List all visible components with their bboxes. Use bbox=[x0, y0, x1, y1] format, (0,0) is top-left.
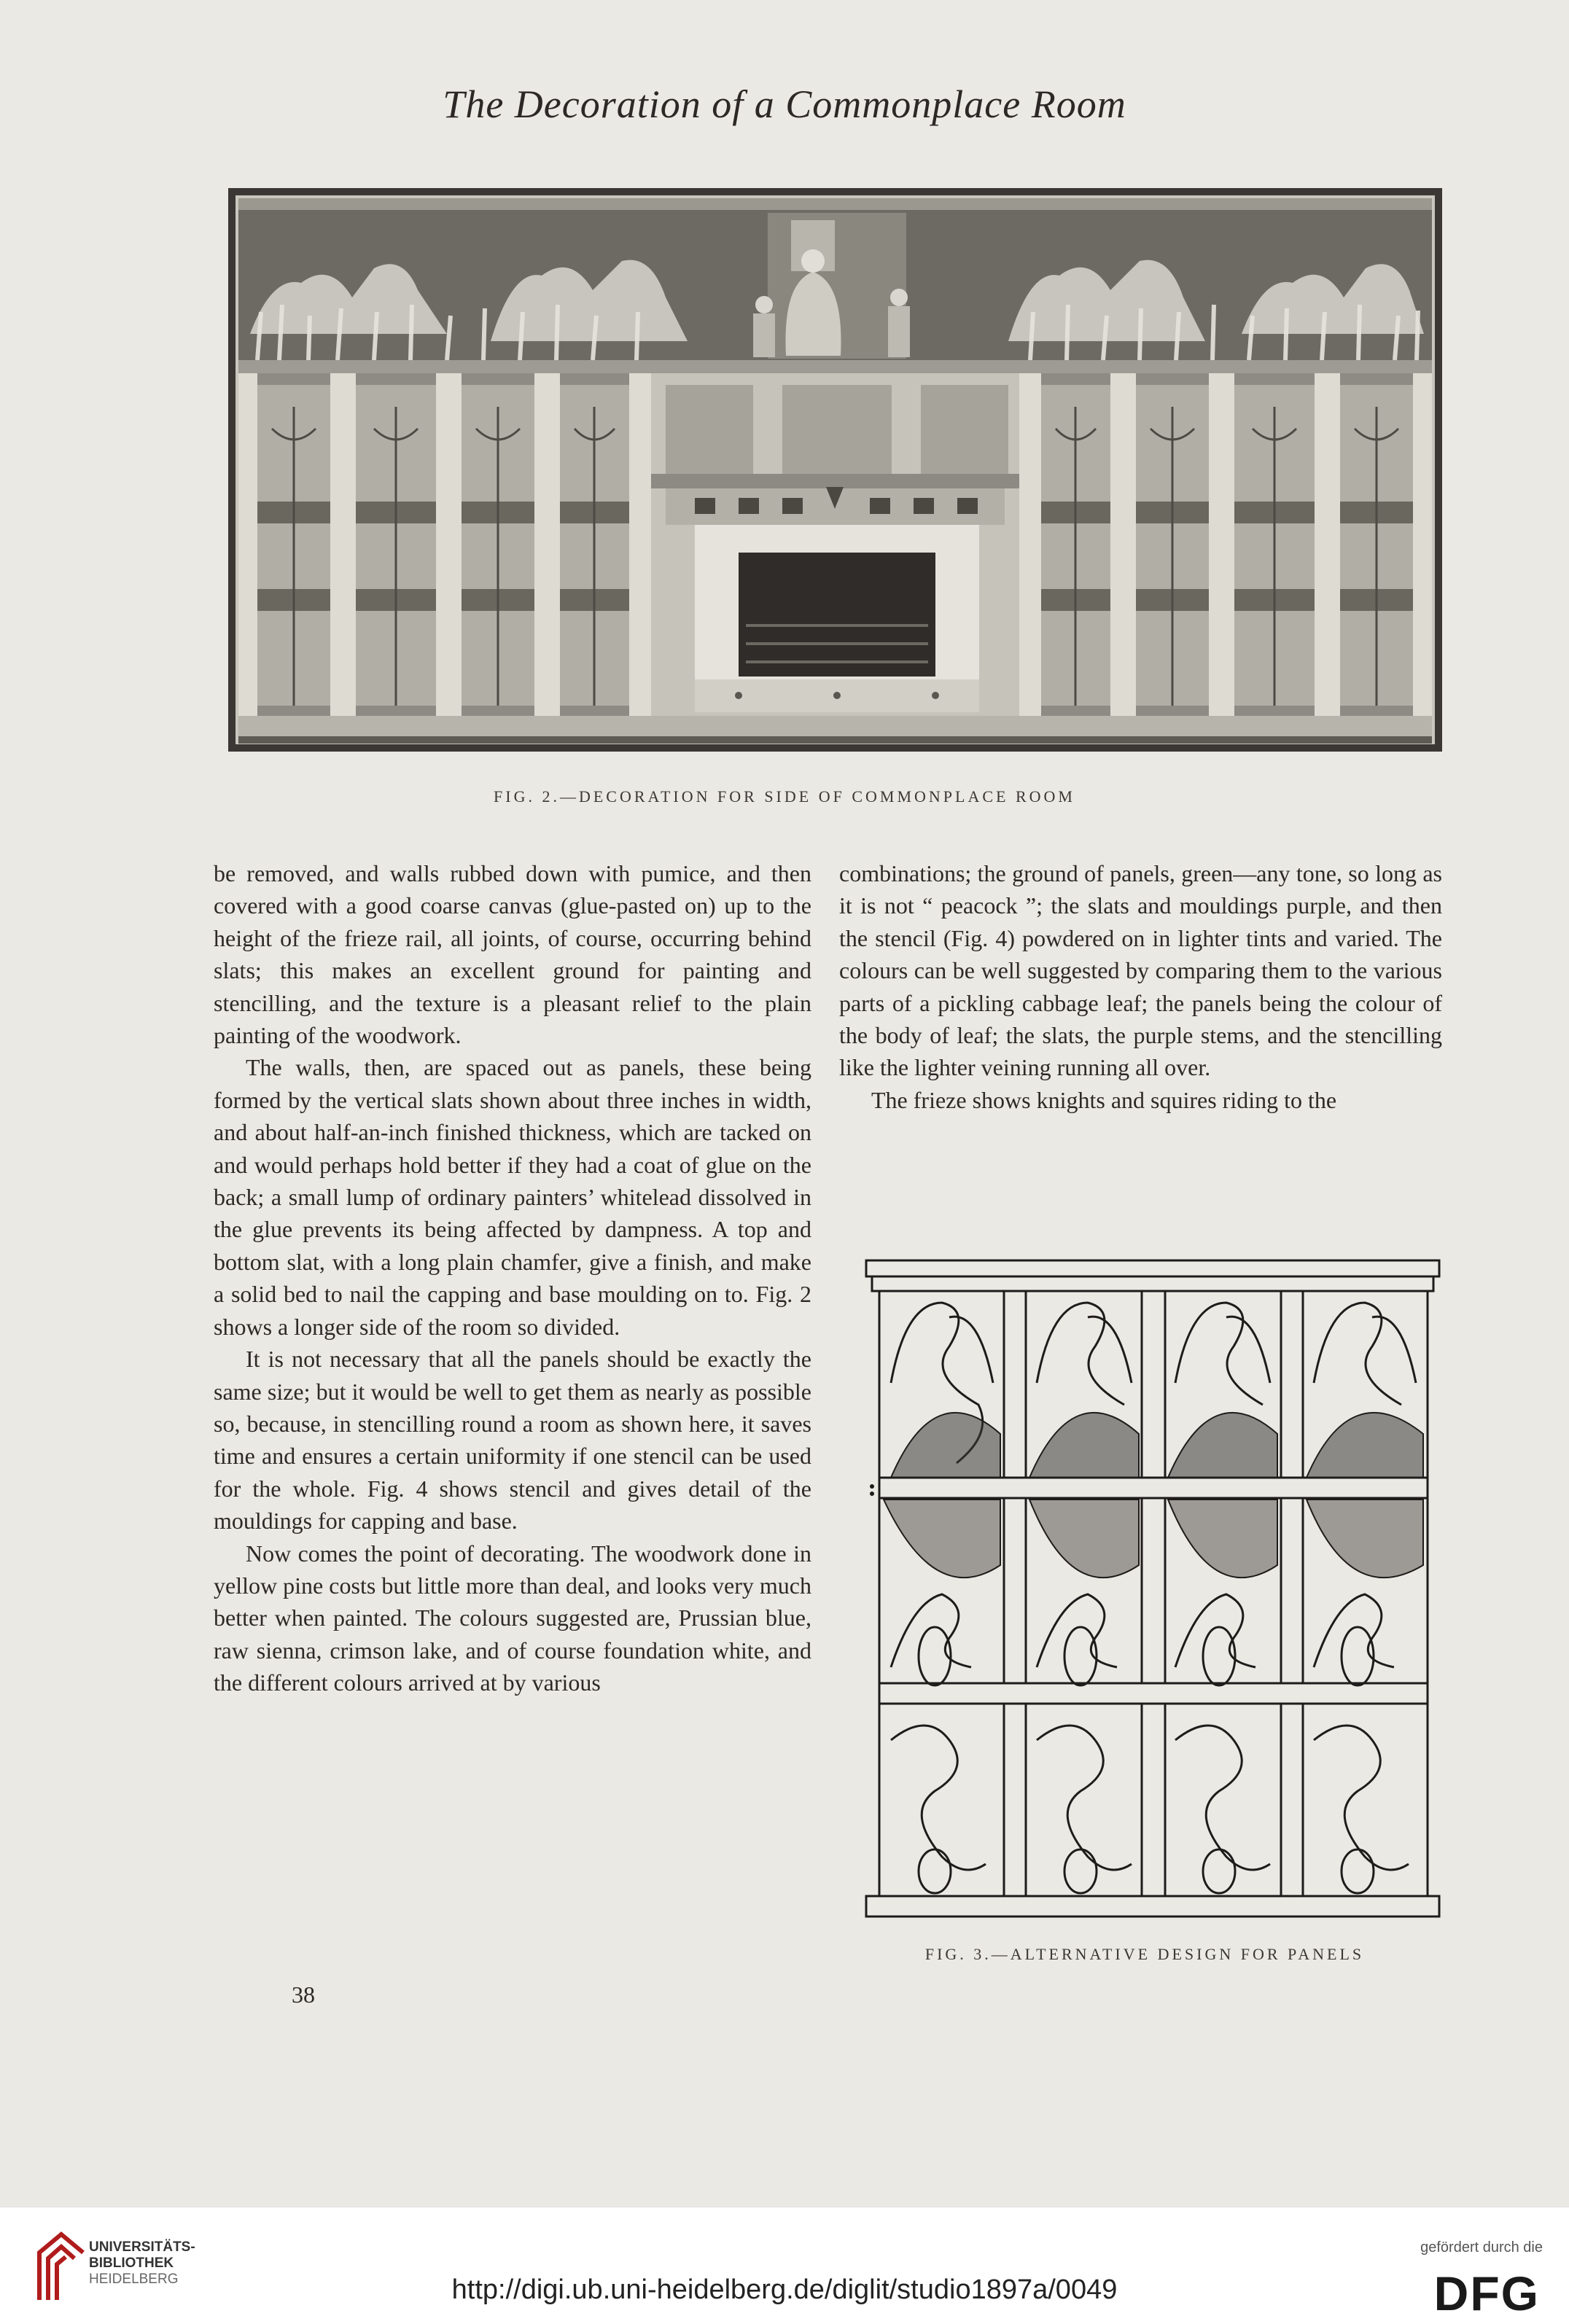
fig2-caption: FIG. 2.—DECORATION FOR SIDE OF COMMONPLACE ROOM bbox=[494, 787, 1075, 806]
running-head: The Decoration of a Commonplace Room bbox=[443, 82, 1126, 126]
library-name: UNIVERSITÄTS- BIBLIOTHEK HEIDELBERG bbox=[89, 2239, 195, 2287]
sponsor-text: gefördert durch die bbox=[1420, 2239, 1543, 2255]
body-paragraph: It is not necessary that all the panels should be exactly the same size; but it would be well to get them as nearly as possible so, because, in stencilling round a room as shown here, it saves time and ensures a certain uniformity if one stencil can be used for the whole. Fig. 4 shows stencil and gives detail of the mouldings for capping and base. bbox=[214, 1346, 811, 1535]
left-column bbox=[214, 857, 811, 1699]
page-number: 38 bbox=[292, 1981, 315, 2008]
body-paragraph: Now comes the point of decorating. The woodwork done in yellow pine costs but little more than deal, and looks very much better when painted. The colours suggested are, Prussian blue, raw sienna, crimson lake, and of course foundation white, and the different colours arrived at by various bbox=[214, 1540, 811, 1696]
body-paragraph: be removed, and walls rubbed down with pumice, and then covered with a good coarse canvas (glue-pasted on) up to the height of the frieze rail, all joints, of course, occurring behind slats; this makes an excellent ground for painting and stencilling, and the texture is a pleasant relief to the plain painting of the woodwork. bbox=[214, 860, 811, 1049]
dfg-logo: DFG bbox=[1433, 2266, 1540, 2320]
source-url-link[interactable]: http://digi.ub.uni-heidelberg.de/diglit/studio1897a/0049 bbox=[451, 2274, 1118, 2305]
right-column bbox=[839, 857, 1442, 1116]
digitization-footer bbox=[0, 2207, 1569, 2324]
fig3-illustration bbox=[862, 1259, 1442, 1922]
body-paragraph: combinations; the ground of panels, green—any tone, so long as it is not “ peacock ”; the slats and mouldings purple, and then the stencil (Fig. 4) powdered on in lighter tints and varied. The colours can be well suggested by comparing them to the various parts of a pickling cabbage leaf; the panels being the colour of the body of leaf; the slats, the purple stems, and the stencilling like the lighter veining running all over. bbox=[839, 860, 1442, 1081]
fig3-caption: FIG. 3.—ALTERNATIVE DESIGN FOR PANELS bbox=[924, 1945, 1365, 1963]
body-paragraph: The frieze shows knights and squires riding to the bbox=[871, 1086, 1337, 1113]
body-paragraph: The walls, then, are spaced out as panels, these being formed by the vertical slats shown about three inches in width, and about half-an-inch finished thickness, which are tacked on and would perhaps hold better if they had a coat of glue on the back; a small lump of ordinary painters’ whitelead dissolved in the glue prevents its being affected by dampness. A top and bottom slat, with a long plain chamfer, give a finish, and make a solid bed to nail the capping and base moulding on to. Fig. 2 shows a longer side of the room so divided. bbox=[214, 1054, 811, 1340]
fig2-illustration bbox=[228, 188, 1442, 752]
